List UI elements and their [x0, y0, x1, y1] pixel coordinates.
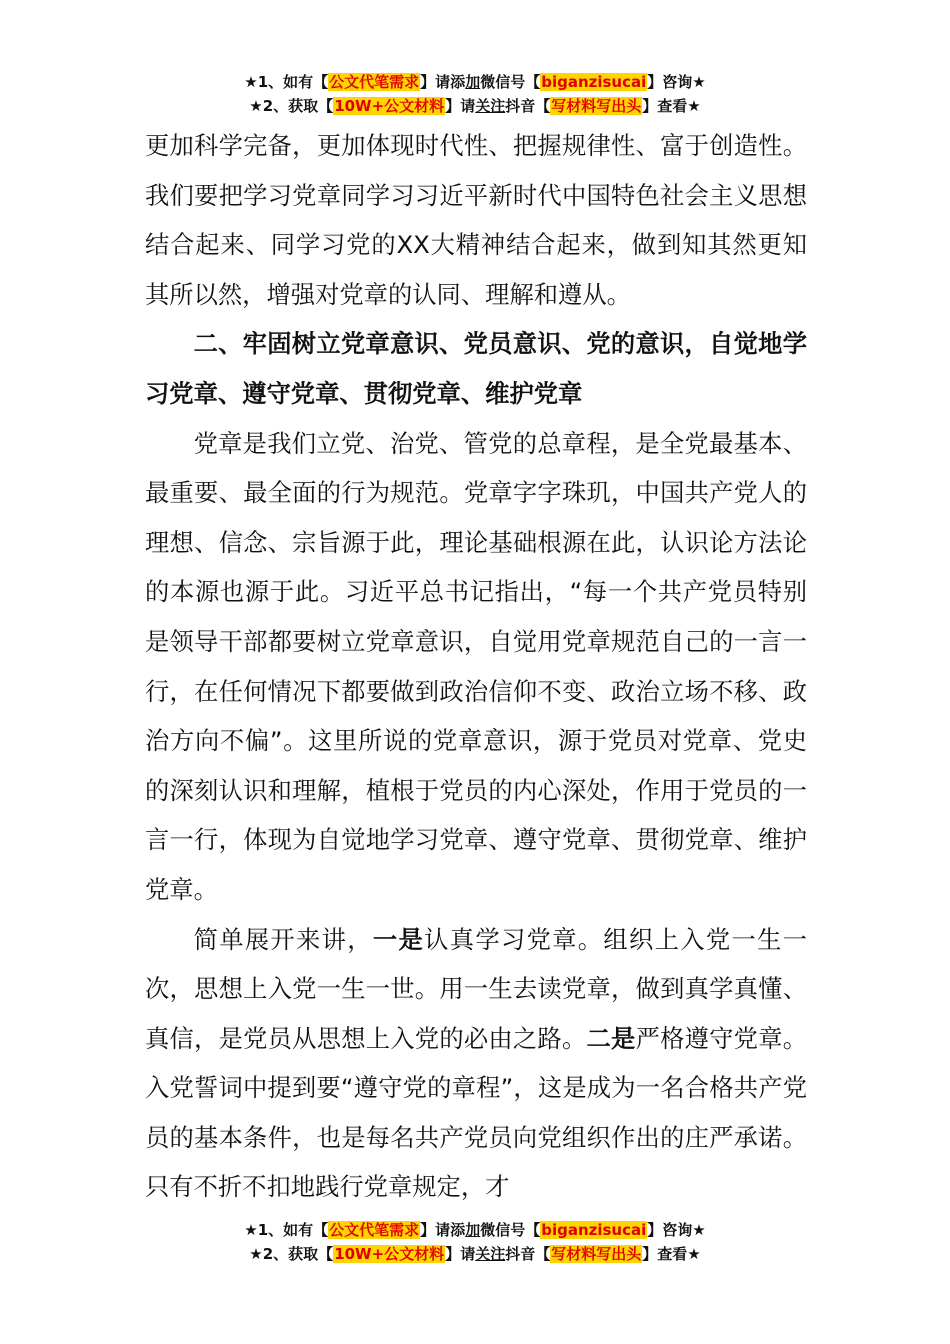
highlight-materials: 10W+公文材料	[334, 97, 445, 115]
highlight-service: 公文代笔需求	[329, 73, 420, 91]
footer-banner	[0, 1218, 950, 1266]
banner-line-2: ★2、获取【10W+公文材料】请关注抖音【写材料写出头】查看★	[249, 97, 701, 115]
document-body	[145, 121, 807, 1212]
paragraph-explanation: 简单展开来讲，一是认真学习党章。组织上入党一生一次，思想上入党一生一世。用一生去读党章，做到真学真懂、真信，是党员从思想上入党的必由之路。二是严格遵守党章。入党誓词中提到要“遵守党的章程”，这是成为一名合格共产党员的基本条件，也是每名共产党员向党组织作出的庄严承诺。只有不折不扣地践行党章规定，才	[145, 924, 808, 1202]
highlight-douyin-account: 写材料写出头	[551, 97, 642, 115]
paragraph-continued: 更加科学完备，更加体现时代性、把握规律性、富于创造性。我们要把学习党章同学习习近平新时代中国特色社会主义思想结合起来、同学习党的XX大精神结合起来，做到知其然更知其所以然，增强对党章的认同、理解和遵从。	[145, 131, 807, 309]
banner-line-1: ★1、如有【公文代笔需求】请添加微信号【biganzisucai】咨询★	[244, 1221, 706, 1239]
banner-line-1: ★1、如有【公文代笔需求】请添加微信号【biganzisucai】咨询★	[244, 73, 706, 91]
highlight-service: 公文代笔需求	[329, 1221, 420, 1239]
highlight-materials: 10W+公文材料	[334, 1245, 445, 1263]
banner-line-2: ★2、获取【10W+公文材料】请关注抖音【写材料写出头】查看★	[249, 1245, 701, 1263]
highlight-douyin-account: 写材料写出头	[551, 1245, 642, 1263]
highlight-wechat-id: biganzisucai	[541, 73, 647, 91]
paragraph-party-constitution: 党章是我们立党、治党、管党的总章程，是全党最基本、最重要、最全面的行为规范。党章字字珠玑，中国共产党人的理想、信念、宗旨源于此，理论基础根源在此，认识论方法论的本源也源于此。习近平总书记指出，“每一个共产党员特别是领导干部都要树立党章意识，自觉用党章规范自己的一言一行，在任何情况下都要做到政治信仰不变、政治立场不移、政治方向不偏”。这里所说的党章意识，源于党员对党章、党史的深刻认识和理解，植根于党员的内心深处，作用于党员的一言一行，体现为自觉地学习党章、遵守党章、贯彻党章、维护党章。	[145, 428, 807, 904]
highlight-wechat-id: biganzisucai	[541, 1221, 647, 1239]
bold-point-two: 二是	[586, 1023, 636, 1053]
header-banner	[0, 70, 950, 118]
bold-point-one: 一是	[372, 924, 425, 954]
section-heading: 二、牢固树立党章意识、党员意识、党的意识，自觉地学习党章、遵守党章、贯彻党章、维护党章	[145, 329, 807, 408]
